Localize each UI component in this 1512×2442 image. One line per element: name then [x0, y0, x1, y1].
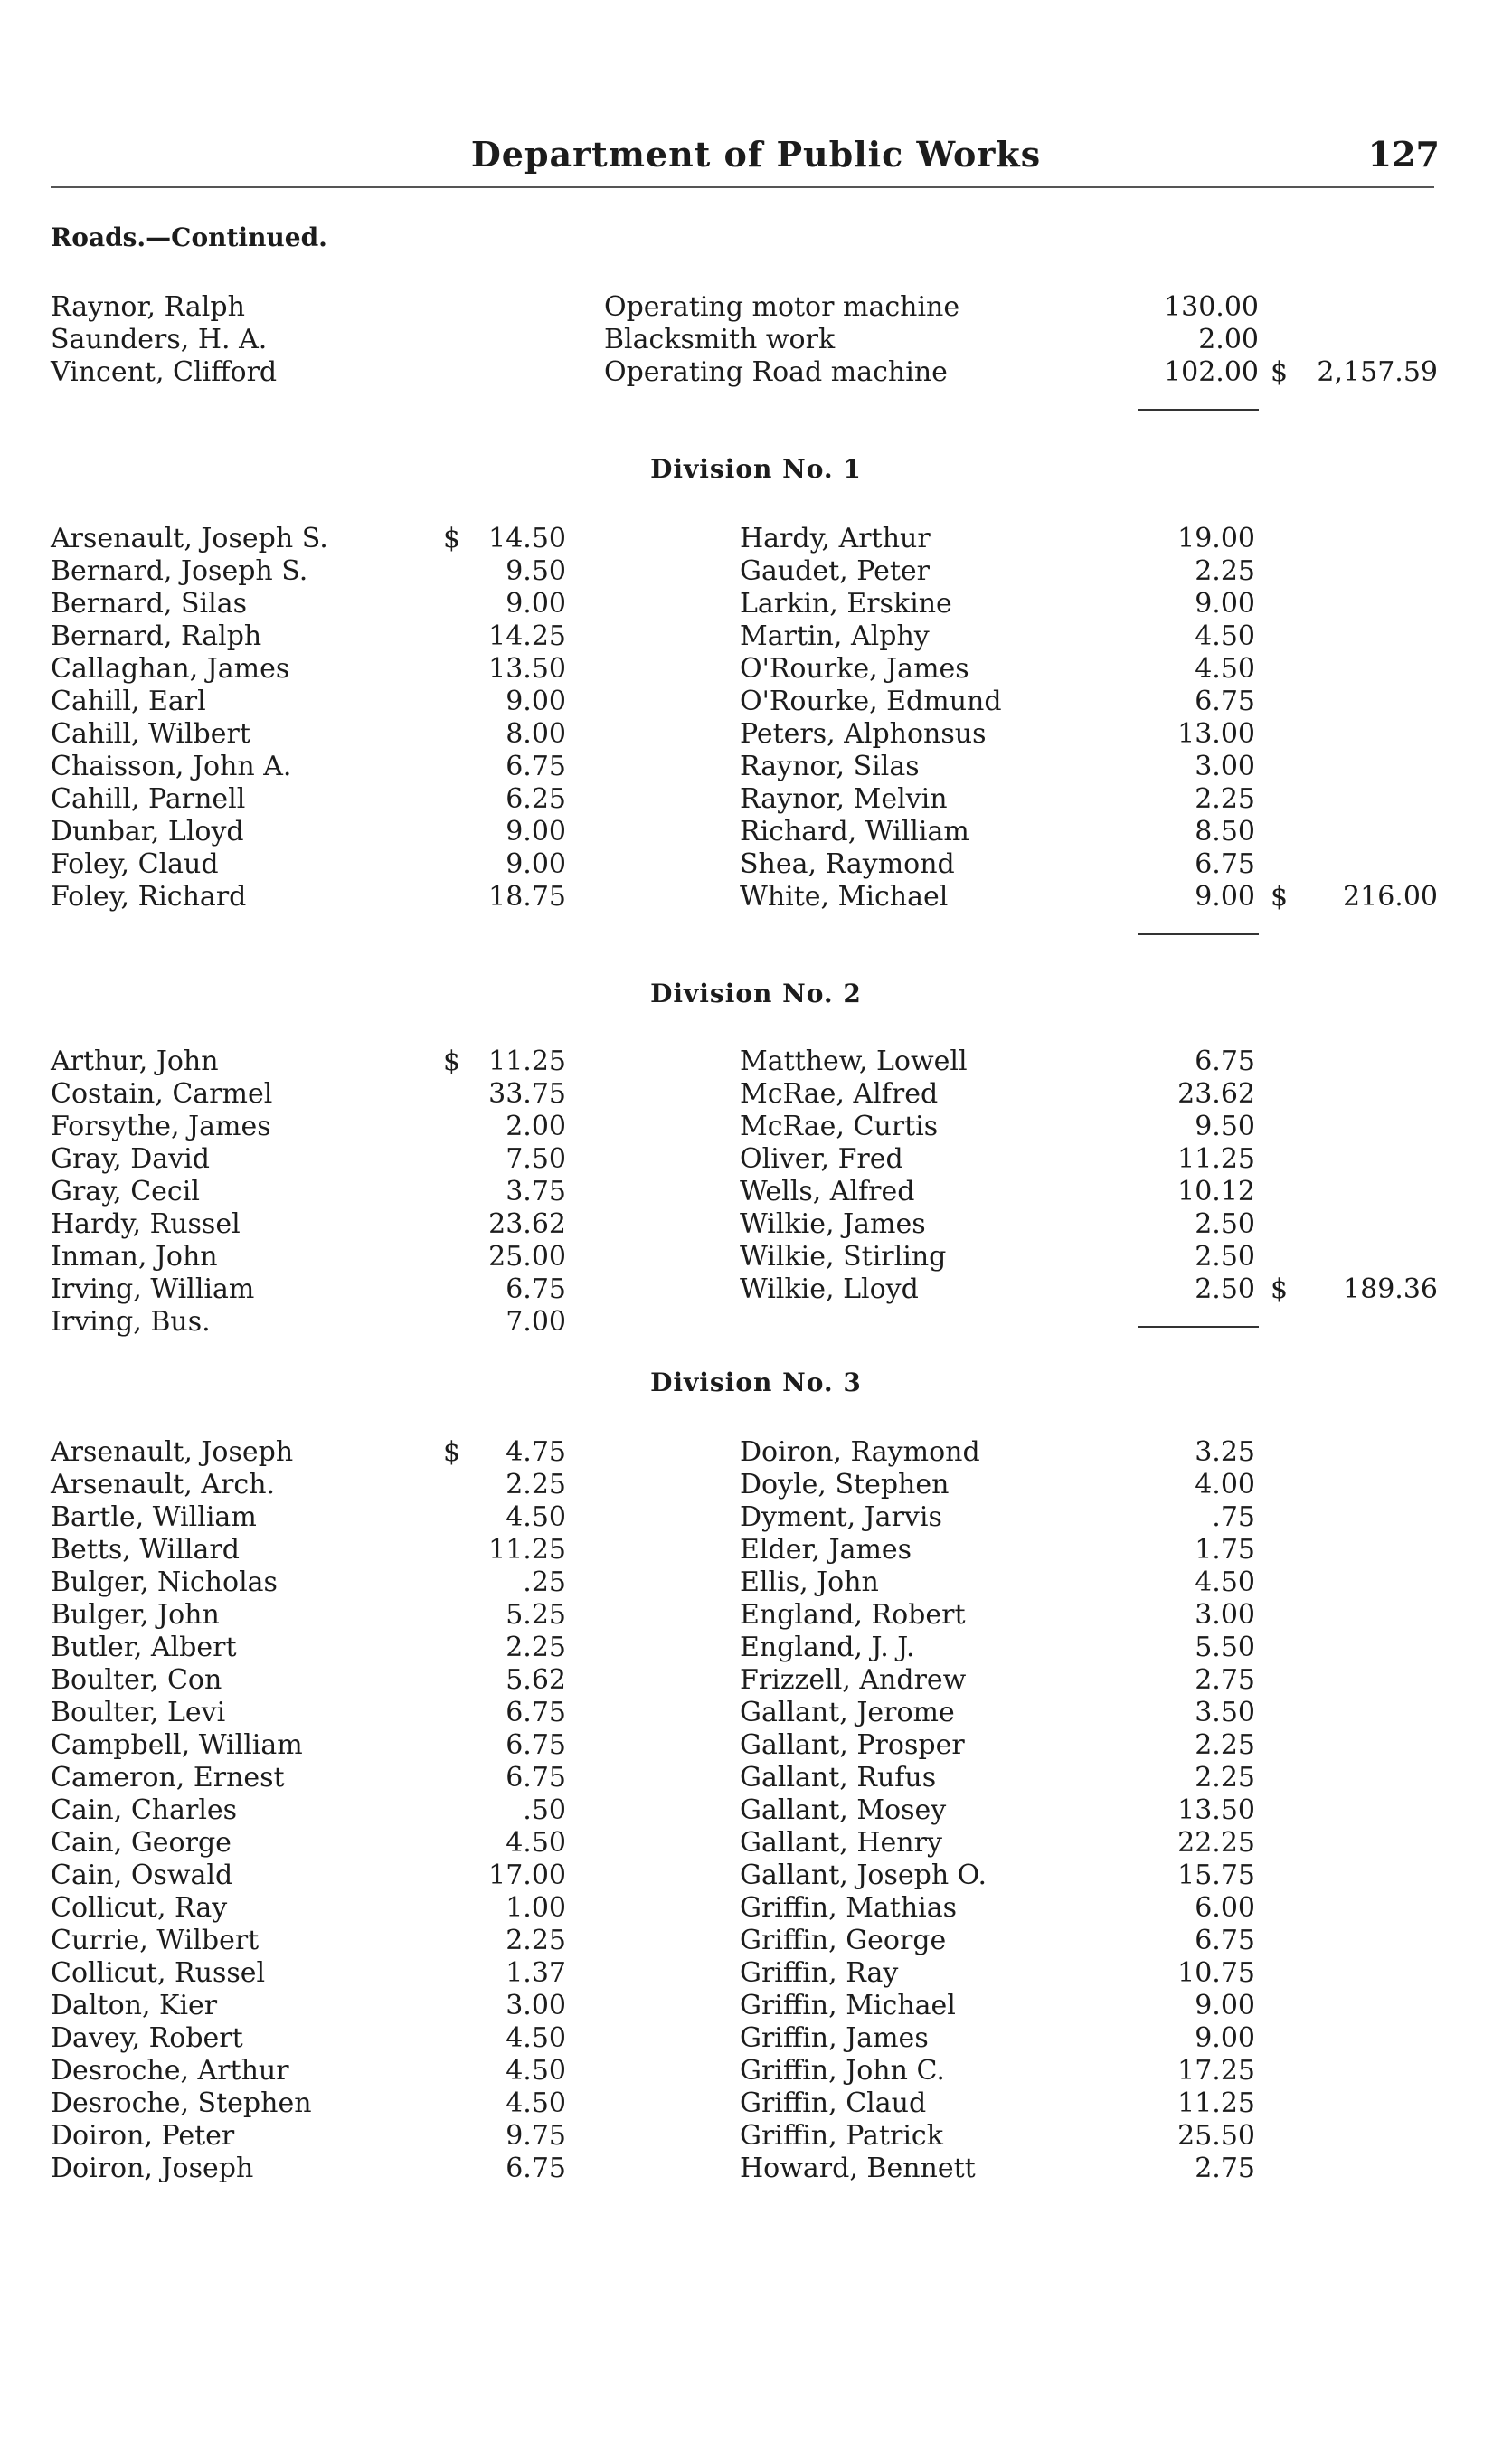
page-number: 127: [1367, 134, 1440, 175]
division-1-total: 216.00: [1343, 881, 1438, 913]
payee-name: Griffin, John C.: [740, 2055, 945, 2087]
amount: 25.00: [488, 1241, 566, 1273]
amount: 23.62: [488, 1208, 566, 1240]
amount: 1.37: [506, 1957, 566, 1989]
ledger-row: [51, 555, 566, 588]
payee-name: Oliver, Fred: [740, 1143, 903, 1175]
ledger-row: [740, 1078, 1255, 1111]
amount: 9.00: [506, 686, 566, 717]
ledger-row: [51, 1860, 566, 1892]
ledger-row: [51, 1697, 566, 1729]
ledger-row: [51, 523, 566, 555]
payee-name: Irving, William: [51, 1273, 255, 1305]
payee-name: England, Robert: [740, 1599, 966, 1631]
ledger-row: [740, 620, 1255, 653]
amount: 11.25: [1177, 2087, 1255, 2119]
payee-name: Arsenault, Arch.: [51, 1469, 276, 1500]
ledger-row: [51, 1306, 566, 1339]
division-2-total-currency: $: [1271, 1273, 1289, 1305]
payee-name: Bulger, John: [51, 1599, 220, 1631]
ledger-row: [51, 881, 566, 913]
ledger-row: [740, 1501, 1255, 1534]
ledger-row: [740, 881, 1255, 913]
payee-name: Saunders, H. A.: [51, 324, 268, 355]
ledger-row: [740, 523, 1255, 555]
amount: 9.00: [1195, 588, 1255, 620]
amount: 130.00: [1164, 291, 1259, 323]
payee-name: McRae, Curtis: [740, 1111, 939, 1142]
amount: 2.50: [1195, 1273, 1255, 1305]
payee-name: Gray, Cecil: [51, 1176, 200, 1207]
payee-name: Inman, John: [51, 1241, 218, 1273]
payee-name: Desroche, Arthur: [51, 2055, 289, 2087]
payee-name: Currie, Wilbert: [51, 1925, 260, 1956]
ledger-row: [51, 1436, 566, 1469]
roads-total: 2,157.59: [1317, 356, 1438, 388]
ledger-row: [51, 1664, 566, 1697]
ledger-row: [51, 356, 1259, 389]
payee-name: Doyle, Stephen: [740, 1469, 950, 1500]
payee-name: Arsenault, Joseph: [51, 1436, 294, 1468]
division-2-heading: Division No. 2: [650, 979, 862, 1008]
ledger-row: [740, 1827, 1255, 1860]
ledger-row: [51, 291, 1259, 324]
amount: 2.75: [1195, 1664, 1255, 1696]
payee-name: Wilkie, Stirling: [740, 1241, 947, 1273]
amount: 3.00: [1195, 1599, 1255, 1631]
payee-name: McRae, Alfred: [740, 1078, 939, 1110]
payee-name: Cahill, Parnell: [51, 783, 246, 815]
payee-name: Griffin, Patrick: [740, 2120, 943, 2152]
ledger-row: [740, 1143, 1255, 1176]
division-2-total: 189.36: [1343, 1273, 1438, 1305]
amount: 17.25: [1177, 2055, 1255, 2087]
work-description: Blacksmith work: [604, 324, 836, 355]
amount: 2.25: [506, 1925, 566, 1956]
ledger-row: [740, 1860, 1255, 1892]
ledger-row: [51, 1111, 566, 1143]
payee-name: Arsenault, Joseph S.: [51, 523, 328, 554]
amount: 4.00: [1195, 1469, 1255, 1500]
payee-name: Gallant, Mosey: [740, 1794, 947, 1826]
header-rule: [51, 186, 1434, 188]
amount: 9.75: [506, 2120, 566, 2152]
payee-name: England, J. J.: [740, 1632, 915, 1663]
amount: .50: [523, 1794, 566, 1826]
ledger-row: [51, 1925, 566, 1957]
amount: 4.50: [506, 2087, 566, 2119]
ledger-row: [51, 686, 566, 718]
payee-name: Gallant, Prosper: [740, 1729, 965, 1761]
division-3-heading: Division No. 3: [650, 1368, 862, 1397]
ledger-row: [740, 1957, 1255, 1990]
payee-name: Doiron, Raymond: [740, 1436, 980, 1468]
payee-name: Foley, Claud: [51, 848, 219, 880]
ledger-row: [51, 1273, 566, 1306]
amount: 17.00: [488, 1860, 566, 1891]
payee-name: Griffin, James: [740, 2022, 929, 2054]
amount: 5.50: [1195, 1632, 1255, 1663]
ledger-row: [740, 1436, 1255, 1469]
payee-name: Griffin, Claud: [740, 2087, 927, 2119]
ledger-row: [740, 1599, 1255, 1632]
amount: 2.25: [506, 1469, 566, 1500]
payee-name: Raynor, Ralph: [51, 291, 245, 323]
payee-name: Cahill, Wilbert: [51, 718, 250, 750]
ledger-row: [740, 718, 1255, 751]
amount: 11.25: [488, 1046, 566, 1077]
ledger-row: [51, 2087, 566, 2120]
ledger-row: [51, 2055, 566, 2087]
payee-name: Frizzell, Andrew: [740, 1664, 967, 1696]
amount: 2.25: [506, 1632, 566, 1663]
amount: 6.00: [1195, 1892, 1255, 1924]
ledger-row: [51, 751, 566, 783]
amount: 6.75: [1195, 686, 1255, 717]
ledger-row: [740, 653, 1255, 686]
ledger-row: [740, 1534, 1255, 1566]
amount: 13.50: [488, 653, 566, 685]
ledger-row: [51, 588, 566, 620]
division-2-left-column: [51, 1046, 566, 1339]
ledger-row: [740, 1176, 1255, 1208]
amount: 9.00: [506, 816, 566, 847]
roads-continued-table: [51, 291, 1443, 400]
amount: 5.25: [506, 1599, 566, 1631]
payee-name: Elder, James: [740, 1534, 912, 1566]
ledger-row: [740, 848, 1255, 881]
amount: 6.75: [1195, 1046, 1255, 1077]
ledger-row: [740, 1697, 1255, 1729]
amount: 2.25: [1195, 1762, 1255, 1794]
payee-name: Matthew, Lowell: [740, 1046, 968, 1077]
amount: 7.00: [506, 1306, 566, 1338]
amount: 14.25: [488, 620, 566, 652]
payee-name: Butler, Albert: [51, 1632, 237, 1663]
amount: 9.00: [506, 588, 566, 620]
ledger-row: [51, 1046, 566, 1078]
division-1-right-column: [740, 523, 1255, 913]
amount: .75: [1212, 1501, 1255, 1533]
ledger-row: [740, 816, 1255, 848]
ledger-row: [51, 1990, 566, 2022]
ledger-row: [740, 2055, 1255, 2087]
roads-total-currency: $: [1271, 356, 1289, 388]
running-head-title: Department of Public Works: [470, 134, 1042, 175]
payee-name: Wilkie, James: [740, 1208, 926, 1240]
payee-name: Gallant, Henry: [740, 1827, 942, 1859]
ledger-row: [51, 1762, 566, 1794]
amount: 33.75: [488, 1078, 566, 1110]
ledger-row: [51, 1566, 566, 1599]
amount: 3.25: [1195, 1436, 1255, 1468]
division-1-left-column: [51, 523, 566, 913]
payee-name: Desroche, Stephen: [51, 2087, 312, 2119]
ledger-row: [51, 324, 1259, 356]
payee-name: O'Rourke, James: [740, 653, 969, 685]
payee-name: Gray, David: [51, 1143, 210, 1175]
payee-name: Gallant, Rufus: [740, 1762, 937, 1794]
work-description: Operating motor machine: [604, 291, 960, 323]
payee-name: Collicut, Russel: [51, 1957, 266, 1989]
sum-rule: [1138, 933, 1259, 935]
amount: 13.00: [1177, 718, 1255, 750]
ledger-row: [51, 1469, 566, 1501]
amount: 3.00: [506, 1990, 566, 2021]
payee-name: Chaisson, John A.: [51, 751, 292, 782]
payee-name: Howard, Bennett: [740, 2153, 976, 2184]
division-2-right-column: [740, 1046, 1255, 1306]
ledger-row: [740, 1241, 1255, 1273]
amount: 4.75: [506, 1436, 566, 1468]
payee-name: Raynor, Silas: [740, 751, 920, 782]
amount: 8.50: [1195, 816, 1255, 847]
ledger-row: [740, 1208, 1255, 1241]
payee-name: Foley, Richard: [51, 881, 247, 913]
ledger-row: [51, 1534, 566, 1566]
payee-name: Arthur, John: [51, 1046, 219, 1077]
amount: 6.75: [506, 1697, 566, 1728]
payee-name: Bernard, Silas: [51, 588, 247, 620]
amount: 2.00: [1198, 324, 1259, 355]
amount: 23.62: [1177, 1078, 1255, 1110]
ledger-row: [51, 1078, 566, 1111]
payee-name: Cain, George: [51, 1827, 232, 1859]
ledger-row: [51, 848, 566, 881]
ledger-row: [740, 1273, 1255, 1306]
amount: 18.75: [488, 881, 566, 913]
amount: 6.75: [1195, 848, 1255, 880]
ledger-row: [740, 1111, 1255, 1143]
work-description: Operating Road machine: [604, 356, 948, 388]
payee-name: Betts, Willard: [51, 1534, 240, 1566]
amount: 2.50: [1195, 1208, 1255, 1240]
amount: 9.00: [506, 848, 566, 880]
amount: 6.75: [1195, 1925, 1255, 1956]
payee-name: Cahill, Earl: [51, 686, 206, 717]
payee-name: Wilkie, Lloyd: [740, 1273, 919, 1305]
amount: 9.00: [1195, 2022, 1255, 2054]
payee-name: Griffin, Mathias: [740, 1892, 958, 1924]
division-1-total-currency: $: [1271, 881, 1289, 913]
payee-name: Cameron, Ernest: [51, 1762, 285, 1794]
ledger-row: [51, 2120, 566, 2153]
amount: 2.25: [1195, 555, 1255, 587]
amount: 13.50: [1177, 1794, 1255, 1826]
payee-name: Irving, Bus.: [51, 1306, 211, 1338]
amount: 2.00: [506, 1111, 566, 1142]
amount: 4.50: [1195, 1566, 1255, 1598]
ledger-row: [740, 1046, 1255, 1078]
amount: 4.50: [1195, 620, 1255, 652]
ledger-row: [740, 1566, 1255, 1599]
payee-name: Dunbar, Lloyd: [51, 816, 244, 847]
payee-name: Peters, Alphonsus: [740, 718, 987, 750]
amount: 2.25: [1195, 1729, 1255, 1761]
amount: 9.00: [1195, 1990, 1255, 2021]
amount: 8.00: [506, 718, 566, 750]
ledger-row: [51, 1143, 566, 1176]
ledger-row: [740, 1632, 1255, 1664]
ledger-row: [51, 1892, 566, 1925]
amount: 3.75: [506, 1176, 566, 1207]
amount: 9.50: [506, 555, 566, 587]
ledger-row: [740, 588, 1255, 620]
payee-name: Gallant, Jerome: [740, 1697, 955, 1728]
amount: 4.50: [506, 2022, 566, 2054]
amount: 1.75: [1195, 1534, 1255, 1566]
amount: 6.75: [506, 1729, 566, 1761]
payee-name: Griffin, Michael: [740, 1990, 956, 2021]
payee-name: Bartle, William: [51, 1501, 257, 1533]
payee-name: Boulter, Levi: [51, 1697, 226, 1728]
ledger-row: [740, 2153, 1255, 2185]
ledger-row: [740, 1990, 1255, 2022]
payee-name: Doiron, Peter: [51, 2120, 235, 2152]
section-heading-roads-continued: Roads.—Continued.: [51, 222, 327, 252]
payee-name: Dyment, Jarvis: [740, 1501, 942, 1533]
ledger-row: [51, 1827, 566, 1860]
ledger-row: [51, 783, 566, 816]
amount: 3.00: [1195, 751, 1255, 782]
amount: 10.12: [1177, 1176, 1255, 1207]
ledger-row: [51, 2153, 566, 2185]
amount: 3.50: [1195, 1697, 1255, 1728]
amount: 10.75: [1177, 1957, 1255, 1989]
ledger-row: [740, 1925, 1255, 1957]
payee-name: Raynor, Melvin: [740, 783, 948, 815]
ledger-row: [51, 620, 566, 653]
currency-sign: $: [443, 523, 461, 554]
payee-name: White, Michael: [740, 881, 949, 913]
payee-name: Bulger, Nicholas: [51, 1566, 278, 1598]
payee-name: Shea, Raymond: [740, 848, 955, 880]
amount: 4.50: [506, 1501, 566, 1533]
ledger-row: [740, 1729, 1255, 1762]
amount: 6.25: [506, 783, 566, 815]
ledger-row: [740, 1794, 1255, 1827]
amount: 2.75: [1195, 2153, 1255, 2184]
amount: 9.00: [1195, 881, 1255, 913]
ledger-row: [51, 1241, 566, 1273]
payee-name: O'Rourke, Edmund: [740, 686, 1002, 717]
payee-name: Griffin, George: [740, 1925, 947, 1956]
payee-name: Boulter, Con: [51, 1664, 222, 1696]
ledger-row: [51, 1208, 566, 1241]
amount: 6.75: [506, 1273, 566, 1305]
ledger-row: [740, 1469, 1255, 1501]
ledger-row: [51, 1501, 566, 1534]
currency-sign: $: [443, 1436, 461, 1468]
amount: 6.75: [506, 2153, 566, 2184]
amount: .25: [523, 1566, 566, 1598]
amount: 22.25: [1177, 1827, 1255, 1859]
currency-sign: $: [443, 1046, 461, 1077]
sum-rule: [1138, 1326, 1259, 1328]
amount: 5.62: [506, 1664, 566, 1696]
amount: 2.25: [1195, 783, 1255, 815]
ledger-row: [51, 1176, 566, 1208]
amount: 11.25: [1177, 1143, 1255, 1175]
payee-name: Campbell, William: [51, 1729, 303, 1761]
payee-name: Gallant, Joseph O.: [740, 1860, 988, 1891]
payee-name: Wells, Alfred: [740, 1176, 915, 1207]
amount: 6.75: [506, 751, 566, 782]
payee-name: Bernard, Joseph S.: [51, 555, 308, 587]
ledger-row: [740, 751, 1255, 783]
payee-name: Martin, Alphy: [740, 620, 930, 652]
payee-name: Doiron, Joseph: [51, 2153, 254, 2184]
division-3-right-column: [740, 1436, 1255, 2185]
amount: 14.50: [488, 523, 566, 554]
amount: 6.75: [506, 1762, 566, 1794]
ledger-row: [51, 2022, 566, 2055]
amount: 15.75: [1177, 1860, 1255, 1891]
amount: 4.50: [506, 1827, 566, 1859]
payee-name: Bernard, Ralph: [51, 620, 262, 652]
amount: 25.50: [1177, 2120, 1255, 2152]
ledger-row: [51, 653, 566, 686]
amount: 4.50: [506, 2055, 566, 2087]
payee-name: Hardy, Arthur: [740, 523, 931, 554]
payee-name: Hardy, Russel: [51, 1208, 241, 1240]
payee-name: Callaghan, James: [51, 653, 290, 685]
payee-name: Forsythe, James: [51, 1111, 271, 1142]
ledger-row: [740, 2087, 1255, 2120]
ledger-row: [51, 1957, 566, 1990]
payee-name: Griffin, Ray: [740, 1957, 899, 1989]
payee-name: Larkin, Erskine: [740, 588, 952, 620]
ledger-row: [740, 686, 1255, 718]
sum-rule: [1138, 409, 1259, 411]
amount: 9.50: [1195, 1111, 1255, 1142]
payee-name: Ellis, John: [740, 1566, 879, 1598]
amount: 7.50: [506, 1143, 566, 1175]
ledger-row: [51, 718, 566, 751]
payee-name: Gaudet, Peter: [740, 555, 930, 587]
division-3-left-column: [51, 1436, 566, 2185]
ledger-row: [51, 816, 566, 848]
ledger-row: [51, 1632, 566, 1664]
payee-name: Davey, Robert: [51, 2022, 243, 2054]
amount: 11.25: [488, 1534, 566, 1566]
payee-name: Vincent, Clifford: [51, 356, 278, 388]
amount: 102.00: [1164, 356, 1259, 388]
amount: 1.00: [506, 1892, 566, 1924]
ledger-row: [740, 1664, 1255, 1697]
ledger-row: [740, 555, 1255, 588]
ledger-row: [51, 1729, 566, 1762]
amount: 4.50: [1195, 653, 1255, 685]
payee-name: Dalton, Kier: [51, 1990, 218, 2021]
ledger-row: [740, 2120, 1255, 2153]
amount: 2.50: [1195, 1241, 1255, 1273]
ledger-row: [51, 1794, 566, 1827]
ledger-row: [740, 783, 1255, 816]
ledger-row: [51, 1599, 566, 1632]
payee-name: Richard, William: [740, 816, 969, 847]
division-1-heading: Division No. 1: [650, 454, 862, 484]
payee-name: Cain, Charles: [51, 1794, 238, 1826]
ledger-row: [740, 1762, 1255, 1794]
ledger-row: [740, 2022, 1255, 2055]
payee-name: Collicut, Ray: [51, 1892, 228, 1924]
ledger-row: [740, 1892, 1255, 1925]
amount: 19.00: [1177, 523, 1255, 554]
payee-name: Costain, Carmel: [51, 1078, 273, 1110]
payee-name: Cain, Oswald: [51, 1860, 233, 1891]
